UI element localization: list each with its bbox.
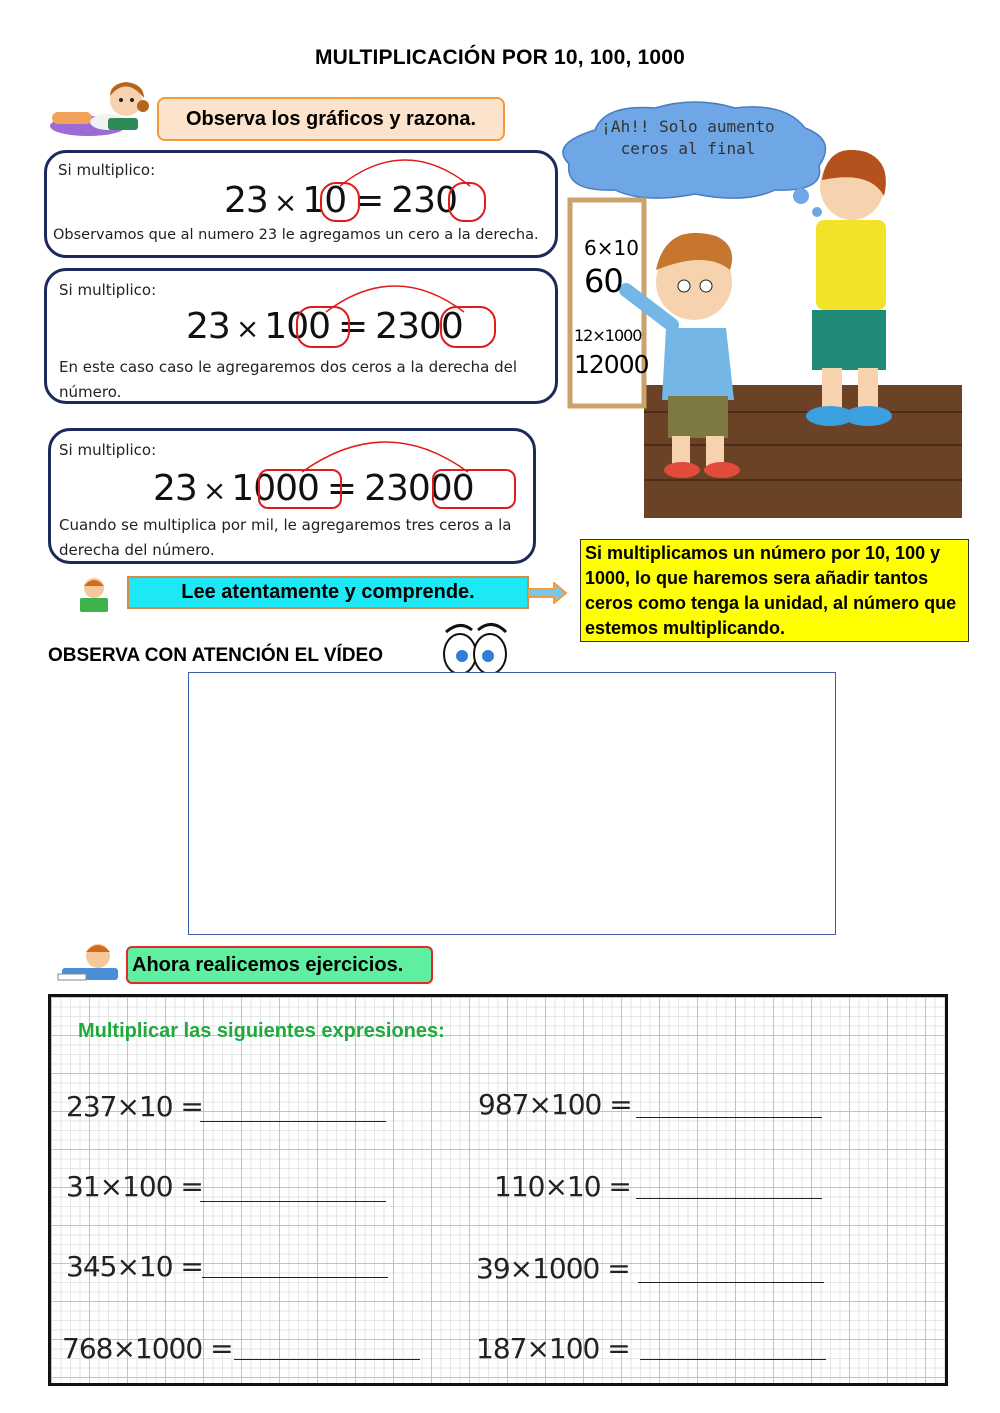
example-note: En este caso caso le agregaremos dos ceros a la derecha del número. — [59, 358, 518, 401]
example-intro: Si multiplico: — [59, 441, 157, 459]
writing-kid-icon — [56, 940, 122, 982]
answer-blank[interactable] — [234, 1359, 420, 1360]
instruction-text: Multiplicar las siguientes expresiones: — [78, 1020, 445, 1042]
example-equation-3: 23 × 1000 = 23000 — [153, 468, 474, 509]
answer-blank[interactable] — [640, 1359, 826, 1360]
reading-kid-icon — [74, 576, 114, 614]
example-equation-1: 23 × 10 = 230 — [224, 180, 457, 221]
example-note: Cuando se multiplica por mil, le agregaremos tres ceros a la derecha del número. — [59, 516, 512, 559]
connector-arc — [320, 276, 470, 316]
eyes-icon — [440, 616, 510, 676]
read-label: Lee atentamente y comprende. — [127, 576, 529, 609]
example-intro: Si multiplico: — [58, 161, 156, 179]
example-equation-2: 23 × 100 = 2300 — [186, 306, 463, 347]
answer-blank[interactable] — [200, 1201, 386, 1202]
answer-blank[interactable] — [636, 1198, 822, 1199]
board-line-1: 6×10 — [584, 236, 639, 260]
observe-label: Observa los gráficos y razona. — [157, 97, 505, 141]
exercise-expression: 345×10 = — [66, 1250, 203, 1283]
connector-arc — [296, 430, 476, 476]
answer-blank[interactable] — [636, 1117, 822, 1118]
board-line-2: 60 — [584, 262, 623, 300]
video-heading: OBSERVA CON ATENCIÓN EL VÍDEO — [48, 645, 384, 666]
exercise-expression: 987×100 = — [478, 1088, 632, 1121]
page-title: MULTIPLICACIÓN POR 10, 100, 1000 — [314, 46, 686, 69]
thought-bubble-text: ¡Ah!! Solo aumento ceros al final — [601, 117, 775, 158]
answer-blank[interactable] — [638, 1282, 824, 1283]
exercise-expression: 768×1000 = — [62, 1332, 233, 1365]
exercise-expression: 31×100 = — [66, 1170, 203, 1203]
rule-box: Si multiplicamos un número por 10, 100 y 1000, lo que haremos sera añadir tantos ceros como tenga la unidad, al número que estemos multiplicando. — [580, 539, 969, 642]
answer-blank[interactable] — [200, 1121, 386, 1122]
connector-arc — [330, 150, 480, 190]
board-line-4: 12000 — [574, 350, 649, 379]
video-player[interactable] — [188, 672, 836, 935]
exercise-expression: 39×1000 = — [476, 1252, 630, 1285]
girl-reading-illustration — [48, 78, 152, 140]
exercise-expression: 237×10 = — [66, 1090, 203, 1123]
board-line-3: 12×1000 — [574, 326, 642, 345]
example-intro: Si multiplico: — [59, 281, 157, 299]
exercise-expression: 110×10 = — [494, 1170, 631, 1203]
exercises-label: Ahora realicemos ejercicios. — [126, 946, 433, 984]
answer-blank[interactable] — [202, 1277, 388, 1278]
arrow-right-icon — [528, 582, 568, 604]
exercise-expression: 187×100 = — [476, 1332, 630, 1365]
example-note: Observamos que al numero 23 le agregamos un cero a la derecha. — [53, 227, 539, 243]
